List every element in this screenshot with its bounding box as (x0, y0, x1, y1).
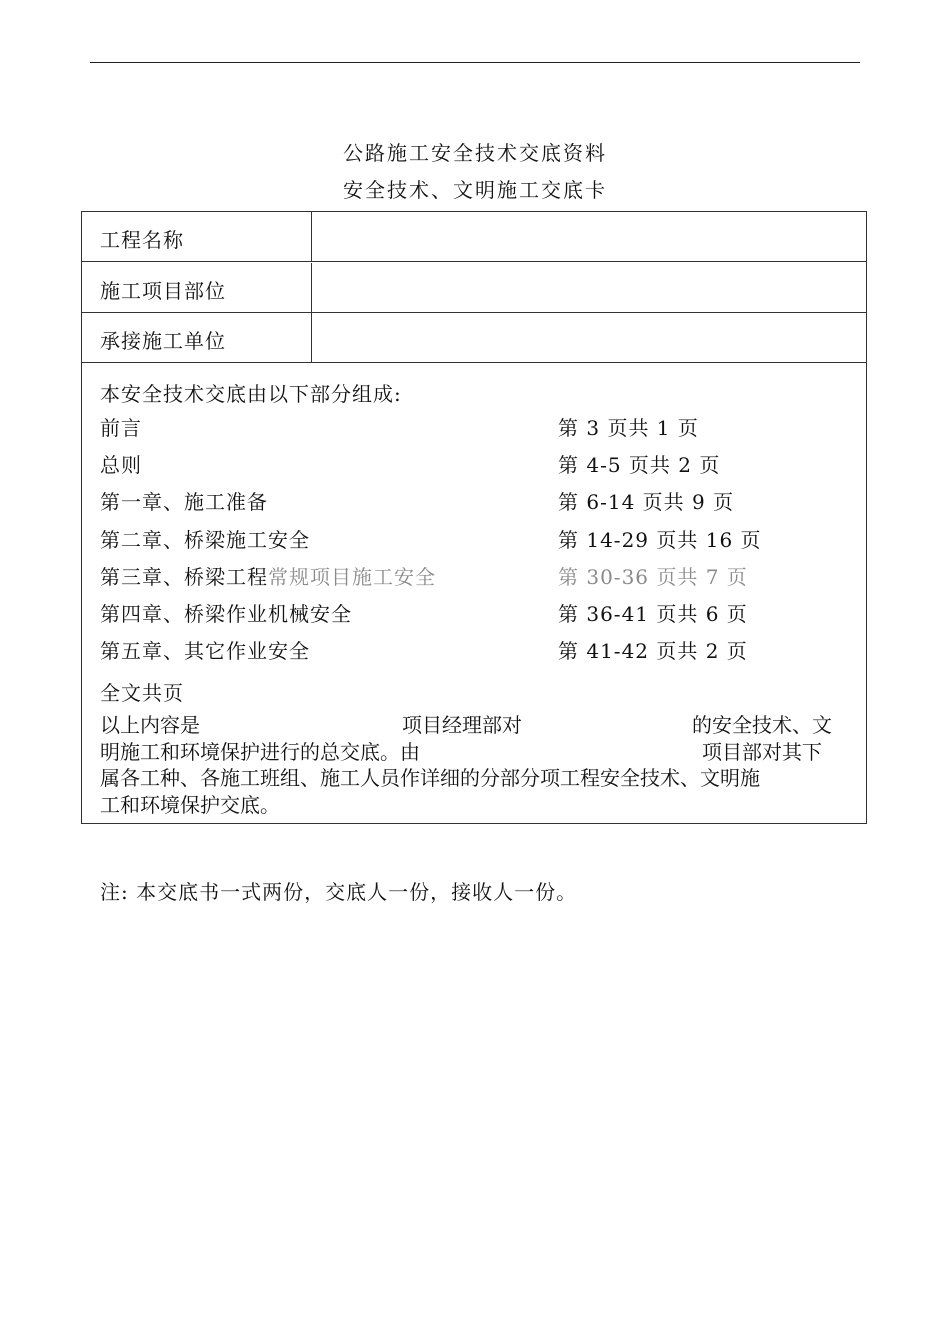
toc-item-pages: 第 36-41 页共 6 页 (558, 601, 748, 626)
toc-item (100, 449, 840, 486)
disclosure-statement (100, 712, 850, 818)
statement-text: 的安全技术、文 (692, 713, 832, 737)
document-title: 公路施工安全技术交底资料 (343, 141, 607, 165)
toc-item-pages: 第 30-36 页共 7 页 (558, 564, 748, 589)
toc-item-title: 第二章、桥梁施工安全 (100, 527, 310, 552)
field-value-construction-section[interactable] (311, 263, 866, 312)
document-subtitle: 安全技术、文明施工交底卡 (343, 178, 607, 202)
toc-item (100, 412, 840, 449)
statement-line (100, 739, 850, 766)
field-label-project-name: 工程名称 (100, 228, 184, 252)
toc-item-pages: 第 4-5 页共 2 页 (558, 453, 721, 478)
form-row-contractor (82, 313, 866, 363)
disclosure-card (81, 211, 867, 824)
total-pages: 全文共页 (100, 681, 184, 705)
toc-item-pages: 第 6-14 页共 9 页 (558, 490, 735, 515)
field-label-contractor: 承接施工单位 (100, 329, 226, 353)
table-of-contents (100, 412, 840, 672)
toc-item-pages: 第 41-42 页共 2 页 (558, 639, 748, 664)
toc-item-pages: 第 3 页共 1 页 (558, 416, 699, 440)
statement-text: 项目经理部对 (402, 713, 522, 737)
toc-item (100, 524, 840, 561)
toc-item-title: 前言 (100, 416, 142, 440)
toc-item-title-faded: 常规项目施工安全 (268, 564, 436, 589)
toc-item-title: 总则 (100, 453, 142, 478)
statement-line (100, 765, 850, 792)
form-row-construction-section (82, 263, 866, 313)
toc-item (100, 635, 840, 672)
field-value-contractor[interactable] (311, 313, 866, 362)
header-rule (90, 62, 860, 63)
form-row-project-name (82, 212, 866, 262)
toc-item-title: 第五章、其它作业安全 (100, 639, 310, 664)
toc-item-title: 第四章、桥梁作业机械安全 (100, 601, 352, 626)
toc-item-title (100, 561, 436, 590)
statement-text: 工和环境保护交底。 (100, 792, 280, 817)
toc-item-pages: 第 14-29 页共 16 页 (558, 527, 762, 552)
toc-item (100, 486, 840, 523)
statement-text: 属各工种、各施工班组、施工人员作详细的分部分项工程安全技术、文明施 (100, 766, 760, 790)
toc-item (100, 561, 840, 598)
toc-item-title: 第一章、施工准备 (100, 490, 268, 515)
field-label-construction-section: 施工项目部位 (100, 279, 226, 303)
toc-item (100, 598, 840, 635)
statement-text: 以上内容是 (100, 713, 200, 737)
statement-text: 项目部对其下 (702, 739, 822, 764)
footnote: 注: 本交底书一式两份，交底人一份，接收人一份。 (100, 880, 578, 904)
toc-item-title-main: 第三章、桥梁工程 (100, 564, 268, 589)
contents-intro: 本安全技术交底由以下部分组成: (100, 382, 402, 406)
statement-line (100, 712, 850, 739)
statement-line (100, 792, 850, 819)
field-value-project-name[interactable] (311, 212, 866, 261)
statement-text: 明施工和环境保护进行的总交底。由 (100, 739, 420, 764)
